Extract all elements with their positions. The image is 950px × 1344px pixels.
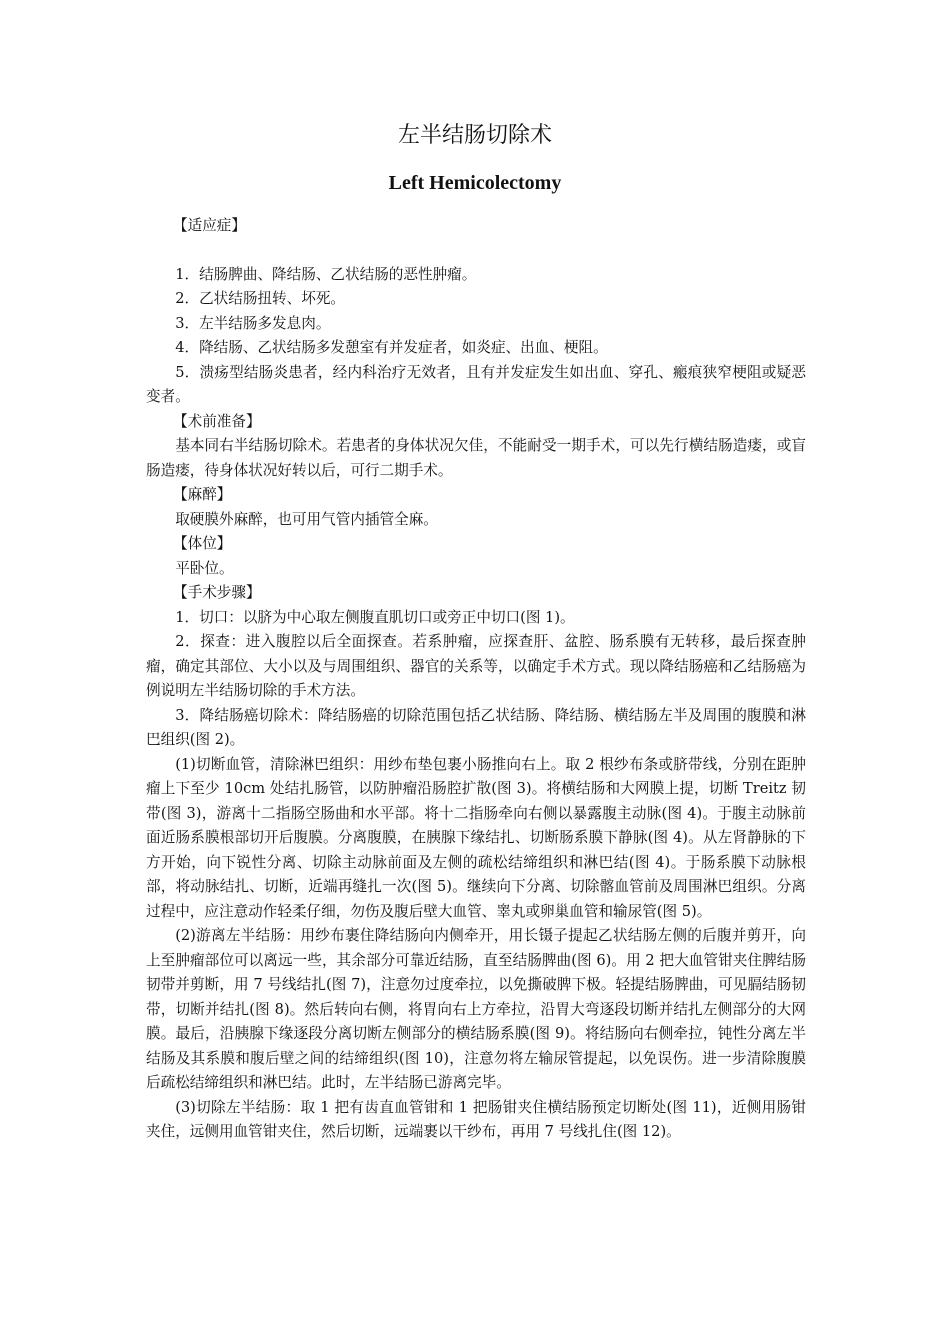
step-paragraph: (3)切除左半结肠：取 1 把有齿直血管钳和 1 把肠钳夹住横结肠预定切断处(图 11)，近侧用肠钳夹住，远侧用血管钳夹住，然后切断，远端裹以干纱布，再用 7 号线扎住(图 12)。 xyxy=(146,1098,806,1140)
step-paragraph: 2．探查：进入腹腔以后全面探查。若系肿瘤，应探查肝、盆腔、肠系膜有无转移，最后探查肿瘤，确定其部位、大小以及与周围组织、器官的关系等，以确定手术方式。现以降结肠癌和乙结肠癌为例说明左半结肠切除的手术方法。 xyxy=(146,633,806,699)
step-paragraph: 3．降结肠癌切除术：降结肠癌的切除范围包括乙状结肠、降结肠、横结肠左半及周围的腹膜和淋巴组织(图 2)。 xyxy=(146,706,806,748)
indication-item: 1．结肠脾曲、降结肠、乙状结肠的恶性肿瘤。 xyxy=(175,265,477,283)
document-body xyxy=(146,214,806,1145)
section-heading-steps: 【手术步骤】 xyxy=(173,584,261,601)
anesthesia-text: 取硬膜外麻醉，也可用气管内插管全麻。 xyxy=(175,510,438,528)
section-heading-position: 【体位】 xyxy=(173,535,232,552)
preop-text: 基本同右半结肠切除术。若患者的身体状况欠佳，不能耐受一期手术，可以先行横结肠造瘘，或盲肠造瘘，待身体状况好转以后，可行二期手术。 xyxy=(146,437,806,479)
page-title-english: Left Hemicolectomy xyxy=(388,172,562,194)
indication-item: 5．溃疡型结肠炎患者，经内科治疗无效者，且有并发症发生如出血、穿孔、瘢痕狭窄梗阻或疑恶变者。 xyxy=(146,363,806,405)
section-heading-anesthesia: 【麻醉】 xyxy=(173,486,232,503)
indication-item: 2．乙状结肠扭转、坏死。 xyxy=(175,290,346,307)
section-heading-preop: 【术前准备】 xyxy=(173,412,261,430)
indication-item: 3．左半结肠多发息肉。 xyxy=(175,314,331,332)
section-heading-indications: 【适应症】 xyxy=(173,217,246,234)
position-text: 平卧位。 xyxy=(175,559,234,577)
step-paragraph: (1)切断血管，清除淋巴组织：用纱布垫包裹小肠推向右上。取 2 根纱布条或脐带线，分别在距肿瘤上下至少 10cm 处结扎肠管，以防肿瘤沿肠腔扩散(图 3)。将横结肠和大网膜上提，切断 Treitz 韧带(图 3)，游离十二指肠空肠曲和水平部。将十二指肠牵向右侧以暴露腹主动脉(图 4)。于腹主动脉前面近肠系膜根部切开后腹膜。分离腹膜，在胰腺下缘结扎、切断肠系膜下静脉(图 4)。从左肾静脉的下方开始，向下锐性分离、切除主动脉前面及左侧的疏松结缔组织和淋巴结(图 4)。于肠系膜下动脉根部，将动脉结扎、切断，近端再缝扎一次(图 5)。继续向下分离、切除髂血管前及周围淋巴组织。分离过程中，应注意动作轻柔仔细，勿伤及腹后壁大血管、睾丸或卵巢血管和输尿管(图 5)。 xyxy=(146,755,806,920)
step-paragraph: 1．切口：以脐为中心取左侧腹直肌切口或旁正中切口(图 1)。 xyxy=(175,608,575,626)
page-title-chinese: 左半结肠切除术 xyxy=(397,123,552,148)
indication-item: 4．降结肠、乙状结肠多发憩室有并发症者，如炎症、出血、梗阻。 xyxy=(175,339,608,356)
step-paragraph: (2)游离左半结肠：用纱布裹住降结肠向内侧牵开，用长镊子提起乙状结肠左侧的后腹并剪开，向上至肿瘤部位可以离远一些，其余部分可靠近结肠，直至结肠脾曲(图 6)。用 2 把大血管钳夹住脾结肠韧带并剪断，用 7 号线结扎(图 7)，注意勿过度牵拉，以免撕破脾下极。轻提结肠脾曲，可见膈结肠韧带，切断并结扎(图 8)。然后转向右侧，将胃向右上方牵拉，沿胃大弯逐段切断并结扎左侧部分的大网膜。最后，沿胰腺下缘逐段分离切断左侧部分的横结肠系膜(图 9)。将结肠向右侧牵拉，钝性分离左半结肠及其系膜和腹后壁之间的结缔组织(图 10)，注意勿将左输尿管提起，以免误伤。进一步清除腹膜后疏松结缔组织和淋巴结。此时，左半结肠已游离完毕。 xyxy=(146,927,806,1091)
